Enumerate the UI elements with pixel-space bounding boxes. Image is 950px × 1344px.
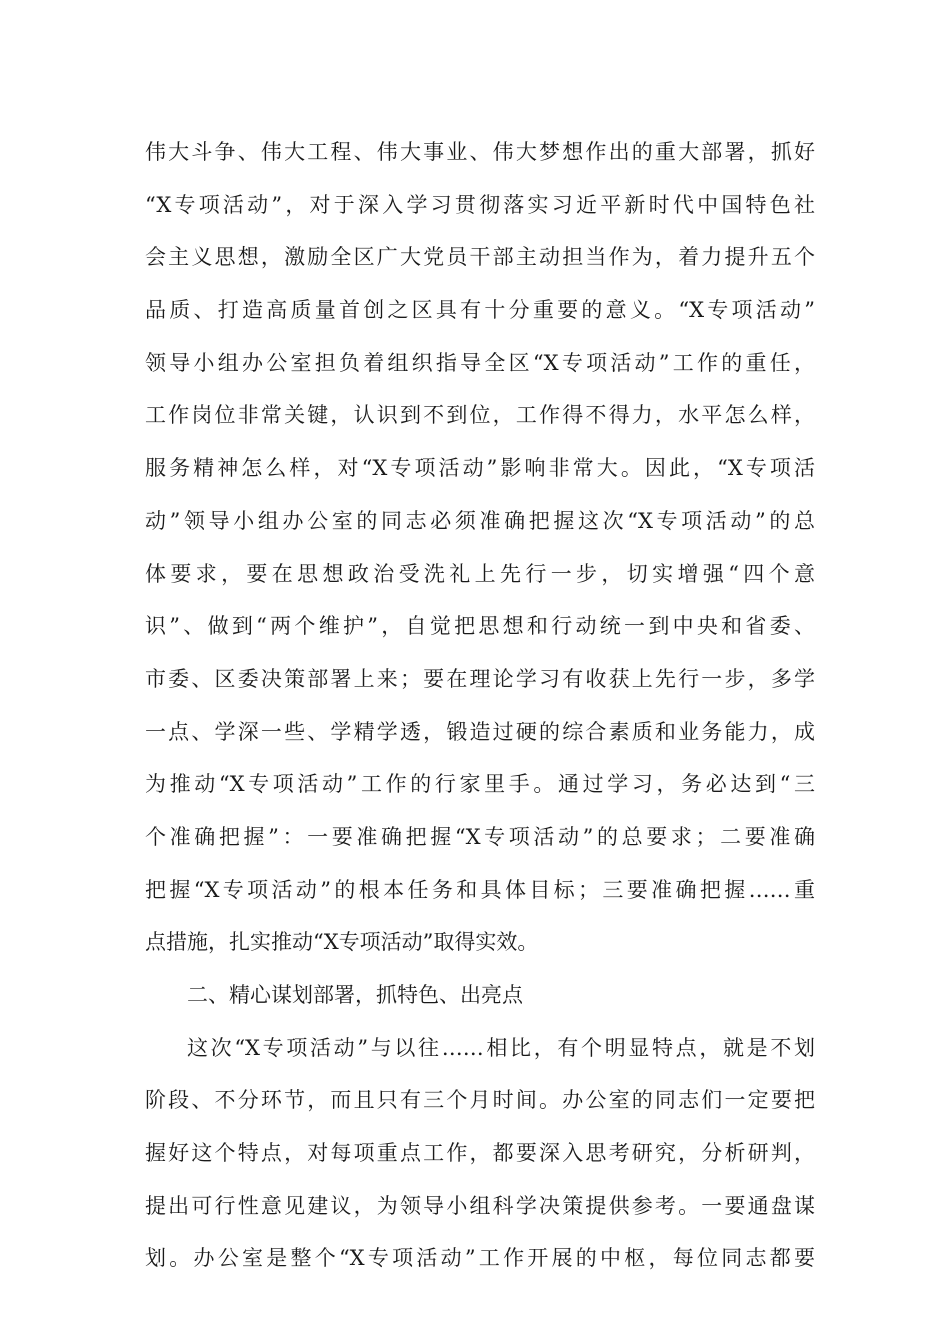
text-line: 为推动“X专项活动”工作的行家里手。通过学习，务必达到“三 [145, 772, 815, 797]
text-line: “X专项活动”，对于深入学习贯彻落实习近平新时代中国特色社 [145, 192, 815, 217]
text-line: 动”领导小组办公室的同志必须准确把握这次“X专项活动”的总 [145, 508, 815, 533]
text-line: 工作岗位非常关键，认识到不到位，工作得不得力，水平怎么样， [145, 403, 815, 428]
text-line: 识”、做到“两个维护”，自觉把思想和行动统一到中央和省委、 [145, 614, 815, 639]
text-line: 领导小组办公室担负着组织指导全区“X专项活动”工作的重任， [145, 350, 815, 375]
text-line: 提出可行性意见建议，为领导小组科学决策提供参考。一要通盘谋 [145, 1193, 815, 1218]
text-line: 划。办公室是整个“X专项活动”工作开展的中枢，每位同志都要 [145, 1246, 815, 1271]
section-heading: 二、精心谋划部署，抓特色、出亮点 [187, 983, 523, 1007]
text-line: 把握“X专项活动”的根本任务和具体目标；三要准确把握……重 [145, 877, 815, 902]
text-line: 市委、区委决策部署上来；要在理论学习有收获上先行一步，多学 [145, 666, 815, 691]
text-line: 握好这个特点，对每项重点工作，都要深入思考研究，分析研判， [145, 1141, 815, 1166]
text-line: 品质、打造高质量首创之区具有十分重要的意义。“X专项活动” [145, 298, 815, 323]
text-line: 这次“X专项活动”与以往……相比，有个明显特点，就是不划 [187, 1035, 815, 1060]
text-line: 会主义思想，激励全区广大党员干部主动担当作为，着力提升五个 [145, 245, 815, 270]
text-line: 服务精神怎么样，对“X专项活动”影响非常大。因此，“X专项活 [145, 456, 815, 481]
text-line: 体要求，要在思想政治受洗礼上先行一步，切实增强“四个意 [145, 561, 815, 586]
text-line: 个准确把握”：一要准确把握“X专项活动”的总要求；二要准确 [145, 824, 815, 849]
text-line: 伟大斗争、伟大工程、伟大事业、伟大梦想作出的重大部署，抓好 [145, 140, 815, 164]
text-line: 阶段、不分环节，而且只有三个月时间。办公室的同志们一定要把 [145, 1088, 815, 1113]
document-body [145, 126, 815, 1285]
text-line: 点措施，扎实推动“X专项活动”取得实效。 [145, 930, 539, 955]
text-line: 一点、学深一些、学精学透，锻造过硬的综合素质和业务能力，成 [145, 719, 815, 744]
